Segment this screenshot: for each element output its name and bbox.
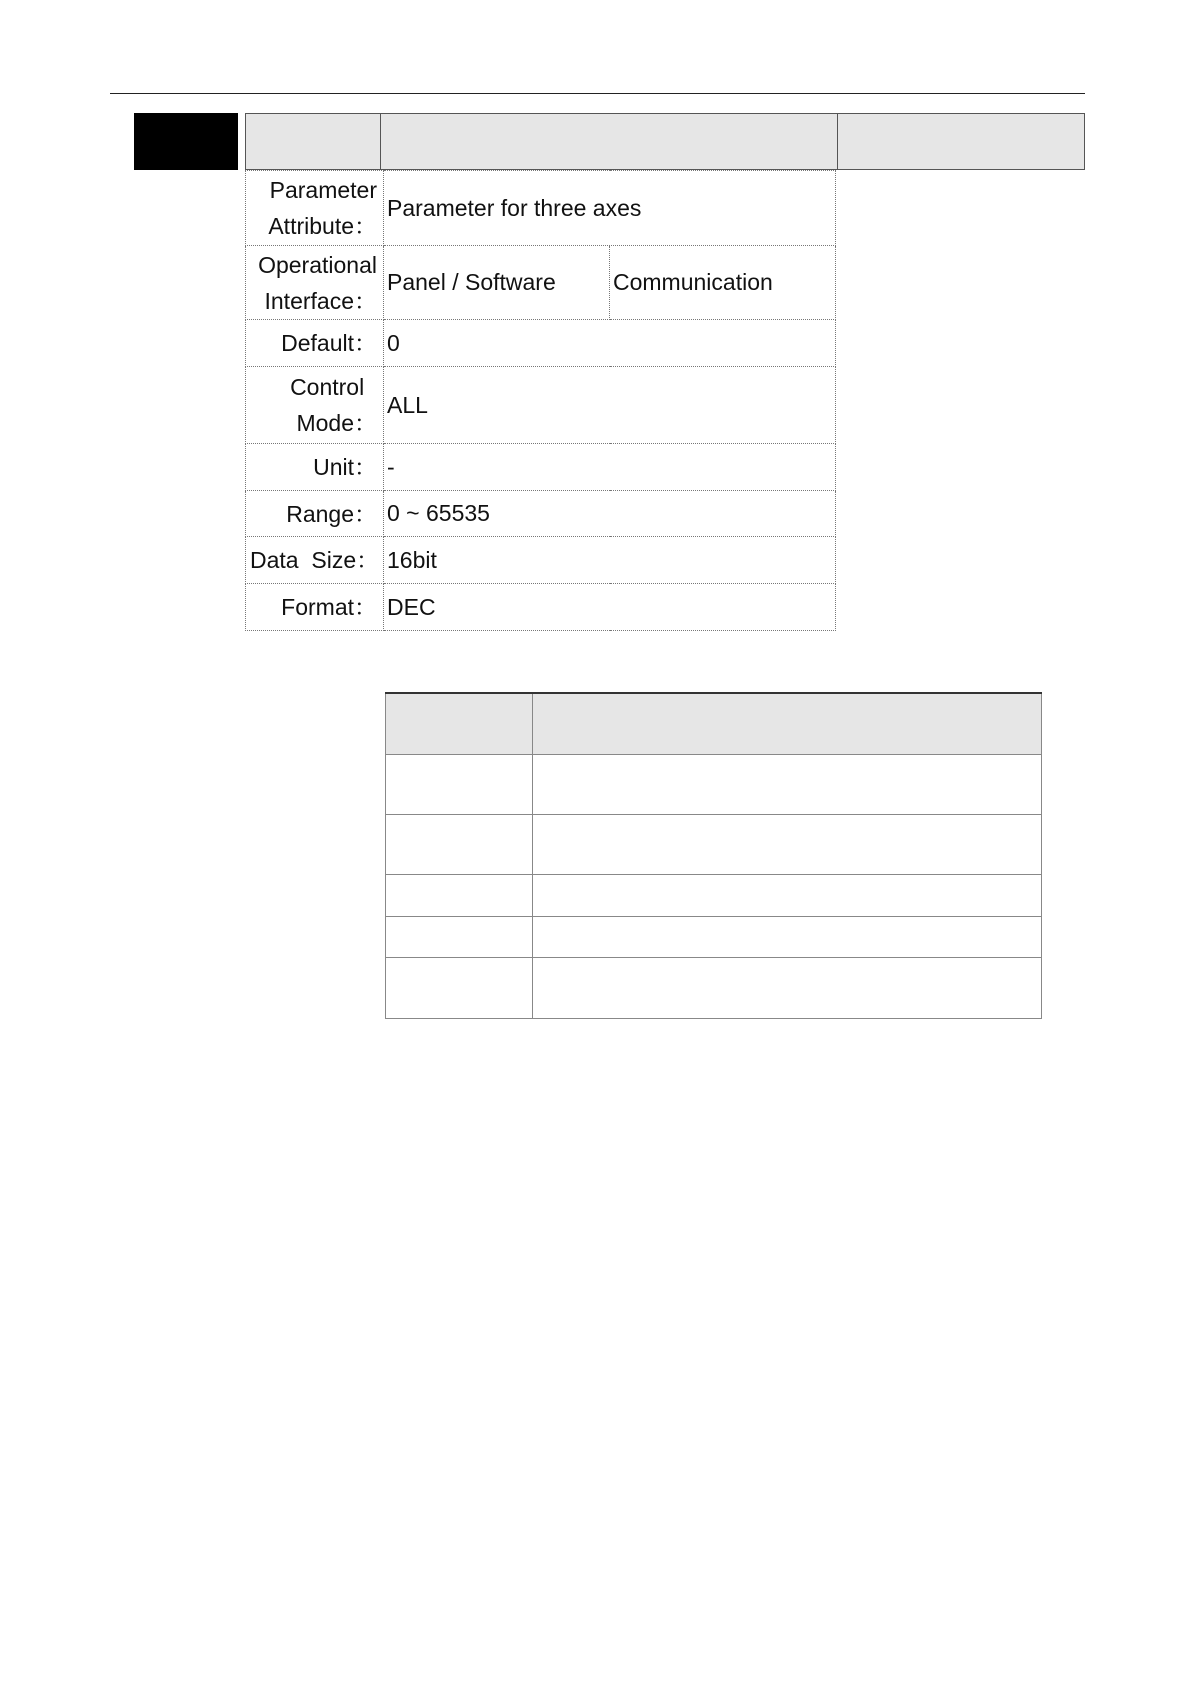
label-data-size: Data Size： (246, 537, 384, 584)
label-range: Range： (246, 491, 384, 537)
label-parameter-attribute: Parameter Attribute： (246, 171, 384, 246)
row-unit (246, 444, 836, 491)
parameter-code-tab (134, 113, 238, 170)
row-range (246, 491, 836, 537)
value-panel-software: Panel / Software (384, 246, 610, 320)
description-header-col1 (386, 693, 533, 755)
parameter-header-row (245, 113, 1085, 170)
setting-description-table (385, 692, 1042, 1019)
header-cell-code (245, 113, 381, 170)
value-parameter-attribute: Parameter for three axes (384, 171, 836, 246)
description-header-col2 (533, 693, 1042, 755)
row-parameter-attribute (246, 171, 836, 246)
value-format: DEC (384, 584, 836, 631)
description-row (386, 815, 1042, 875)
header-rule (110, 93, 1085, 94)
value-communication: Communication (610, 246, 836, 320)
value-unit: - (384, 444, 836, 491)
header-cell-address (837, 113, 1085, 170)
value-control-mode: ALL (384, 367, 836, 444)
row-default (246, 320, 836, 367)
value-range: 0 ~ 65535 (384, 491, 836, 537)
label-operational-interface: Operational Interface： (246, 246, 384, 320)
description-header-row (386, 693, 1042, 755)
description-row (386, 917, 1042, 958)
row-operational-interface (246, 246, 836, 320)
label-unit: Unit： (246, 444, 384, 491)
value-data-size: 16bit (384, 537, 836, 584)
description-row (386, 958, 1042, 1019)
value-default: 0 (384, 320, 836, 367)
row-control-mode (246, 367, 836, 444)
description-row (386, 875, 1042, 917)
parameter-attribute-table (245, 170, 836, 631)
label-control-mode: Control Mode： (246, 367, 384, 444)
header-cell-name (380, 113, 838, 170)
row-format (246, 584, 836, 631)
row-data-size (246, 537, 836, 584)
description-row (386, 755, 1042, 815)
label-default: Default： (246, 320, 384, 367)
label-format: Format： (246, 584, 384, 631)
